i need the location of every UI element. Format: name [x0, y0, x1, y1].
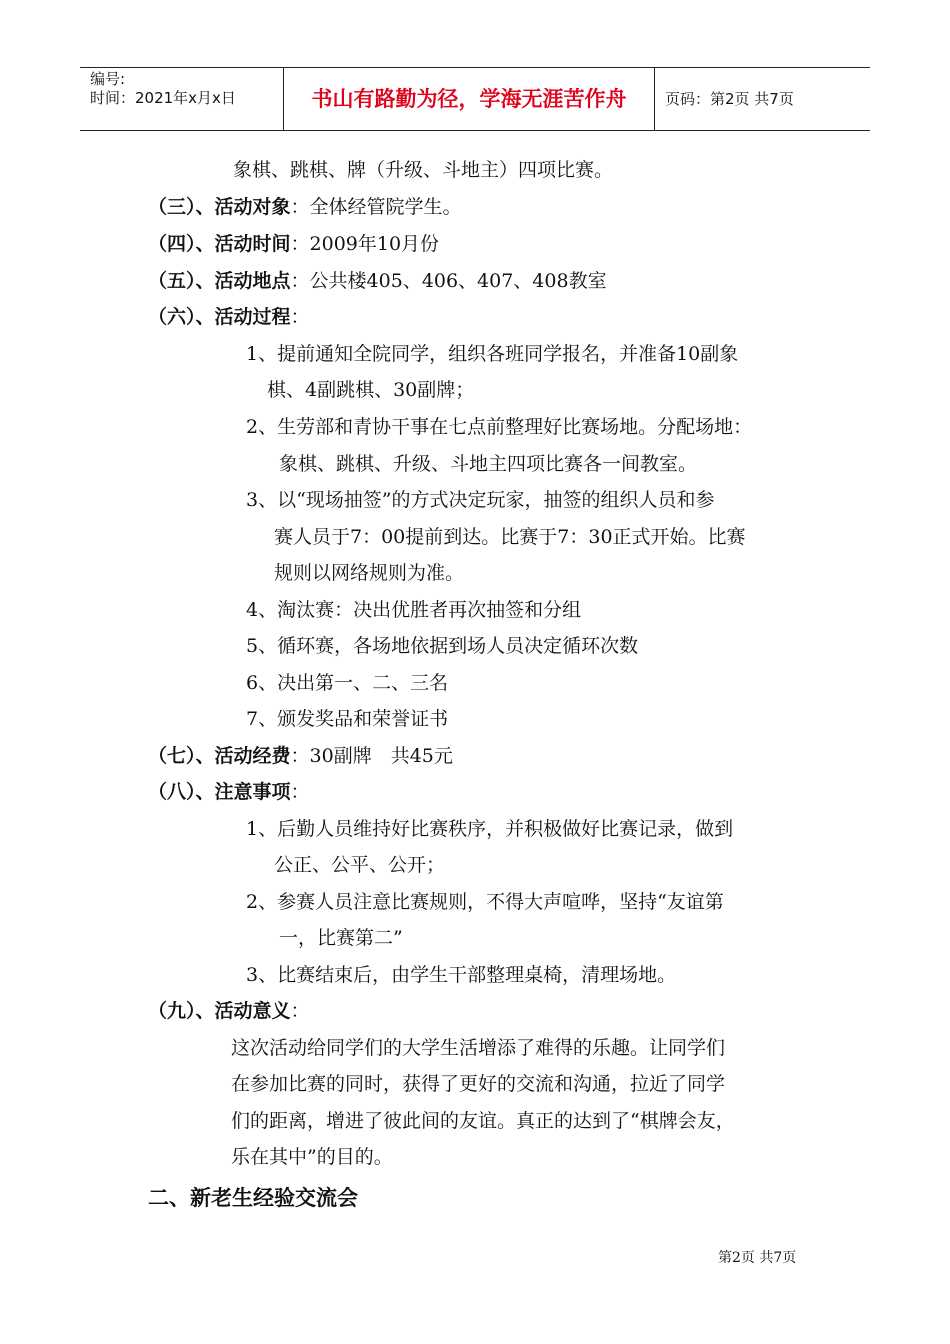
intro-line: 象棋、跳棋、牌（升级、斗地主）四项比赛。	[233, 159, 614, 181]
section-5	[148, 269, 607, 293]
document-time-label: 时间：2021年x月x日	[90, 89, 236, 107]
page-header	[80, 67, 870, 131]
section-7-label: （七）、活动经费	[148, 745, 291, 767]
note-line: 公正、公平、公开；	[274, 854, 446, 876]
meaning-line: 们的距离，增进了彼此间的友谊。真正的达到了“棋牌会友，	[231, 1110, 735, 1132]
section-8-label: （八）、注意事项	[148, 781, 291, 803]
header-page-number: 页码：第2页 共7页	[665, 90, 794, 108]
note-line: 1、后勤人员维持好比赛秩序，并积极做好比赛记录，做到	[246, 818, 734, 840]
meaning-line: 这次活动给同学们的大学生活增添了难得的乐趣。让同学们	[231, 1037, 726, 1059]
section-9-label: （九）、活动意义	[148, 1000, 291, 1022]
process-line: 7、颁发奖品和荣誉证书	[246, 708, 449, 730]
process-line: 1、提前通知全院同学，组织各班同学报名，并准备10副象	[246, 343, 739, 365]
section-9	[148, 999, 310, 1023]
note-line: 一，比赛第二”	[279, 927, 403, 949]
process-line: 赛人员于7：00提前到达。比赛于7：30正式开始。比赛	[274, 526, 746, 548]
process-line: 规则以网络规则为准。	[274, 562, 465, 584]
note-line: 3、比赛结束后，由学生干部整理桌椅，清理场地。	[246, 964, 677, 986]
process-line: 象棋、跳棋、升级、斗地主四项比赛各一间教室。	[279, 453, 698, 475]
process-line: 棋、4副跳棋、30副牌；	[267, 379, 475, 401]
section-3-text: ：全体经管院学生。	[290, 196, 462, 218]
section-2-heading: 二、新老生经验交流会	[148, 1186, 358, 1210]
section-3	[148, 195, 462, 219]
process-line: 4、淘汰赛：决出优胜者再次抽签和分组	[246, 599, 582, 621]
process-line: 6、决出第一、二、三名	[246, 672, 449, 694]
section-3-label: （三）、活动对象	[148, 196, 291, 218]
process-line: 5、循环赛，各场地依据到场人员决定循环次数	[246, 635, 639, 657]
section-7	[148, 744, 453, 768]
process-line: 3、以“现场抽签”的方式决定玩家，抽签的组织人员和参	[246, 489, 715, 511]
section-4-text: ：2009年10月份	[290, 233, 440, 255]
section-6-label: （六）、活动过程	[148, 306, 291, 328]
section-4-label: （四）、活动时间	[148, 233, 291, 255]
section-8	[148, 780, 310, 804]
section-9-text: ：	[290, 1000, 310, 1022]
footer-page-number: 第2页 共7页	[718, 1250, 797, 1266]
note-line: 2、参赛人员注意比赛规则，不得大声喧哗，坚持“友谊第	[246, 891, 724, 913]
document-number-label: 编号:	[90, 70, 126, 88]
process-line: 2、生劳部和青协干事在七点前整理好比赛场地。分配场地：	[246, 416, 753, 438]
section-6-text: ：	[290, 306, 310, 328]
header-meta	[80, 68, 283, 130]
section-8-text: ：	[290, 781, 310, 803]
meaning-line: 乐在其中”的目的。	[231, 1146, 393, 1168]
meaning-line: 在参加比赛的同时，获得了更好的交流和沟通，拉近了同学	[231, 1073, 726, 1095]
section-5-label: （五）、活动地点	[148, 270, 291, 292]
section-4	[148, 232, 439, 256]
section-6	[148, 305, 310, 329]
section-5-text: ：公共楼405、406、407、408教室	[290, 270, 607, 292]
header-motto: 书山有路勤为径，学海无涯苦作舟	[283, 68, 655, 130]
section-7-text: ：30副牌 共45元	[290, 745, 453, 767]
